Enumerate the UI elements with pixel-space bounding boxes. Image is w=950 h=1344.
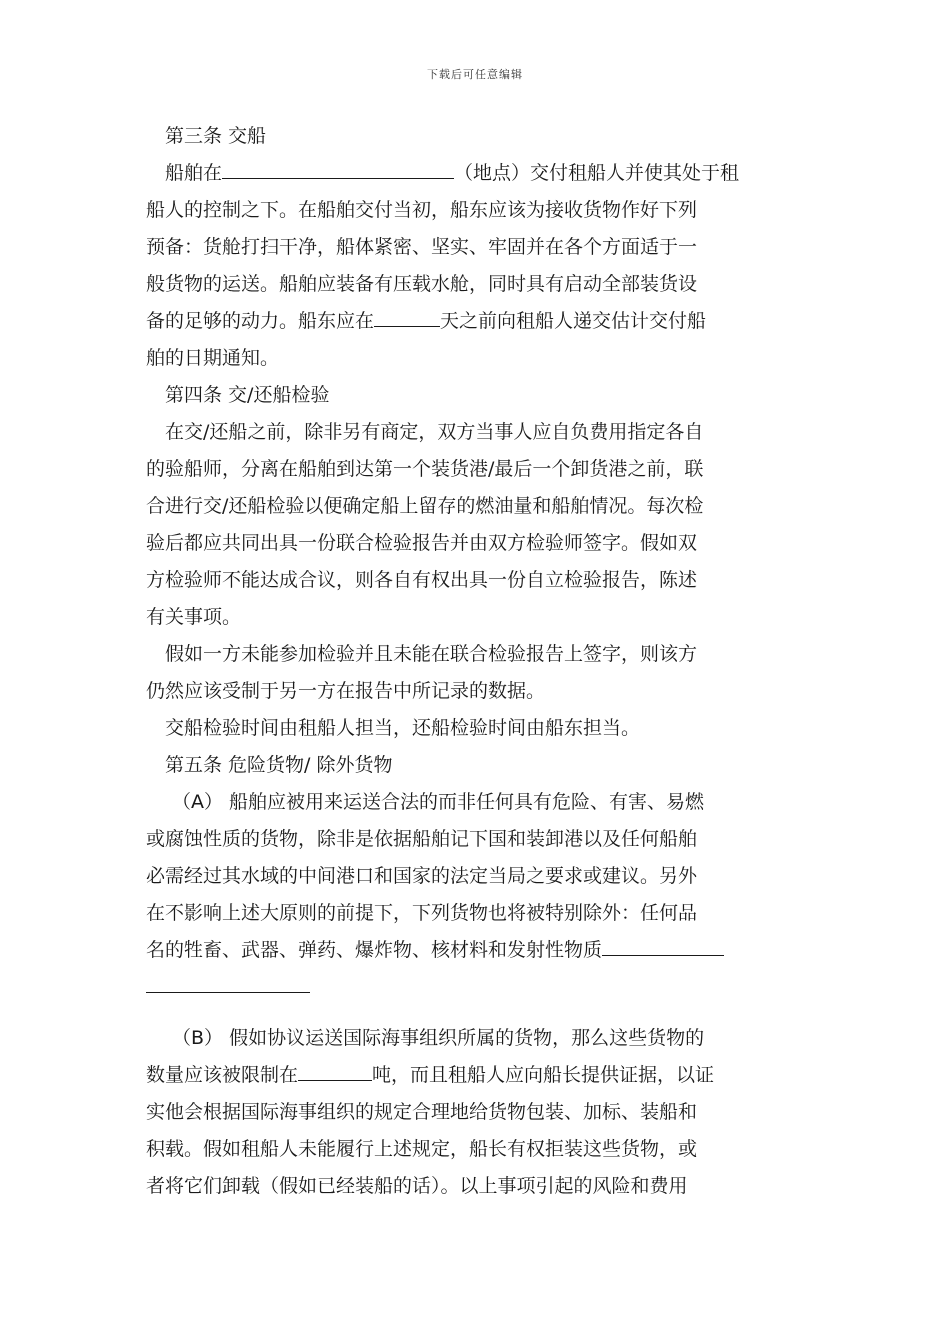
article-3-line: 预备：货舱打扫干净，船体紧密、坚实、牢固并在各个方面适于一 <box>146 236 698 258</box>
text-fragment: 数量应该被限制在 <box>146 1064 299 1086</box>
article-4-line: 交船检验时间由租船人担当，还船检验时间由船东担当。 <box>165 717 641 739</box>
article-5-b-line: 实他会根据国际海事组织的规定合理地给货物包装、加标、装船和 <box>146 1101 698 1123</box>
article-3-line: 舶的日期通知。 <box>146 347 280 369</box>
page-header: 下载后可任意编辑 <box>427 68 523 81</box>
article-5-a-line: 在不影响上述大原则的前提下，下列货物也将被特别除外：任何品 <box>146 902 698 924</box>
paragraph-gap <box>146 1006 808 1020</box>
text-fragment: 备的足够的动力。船东应在 <box>146 310 375 332</box>
article-3-line <box>146 155 808 192</box>
article-3-line <box>146 303 808 340</box>
text-fragment: （地点）交付租船人并使其处于租 <box>454 162 740 184</box>
article-4-line: 在交/还船之前，除非另有商定，双方当事人应自负费用指定各自 <box>165 421 704 443</box>
article-4-line: 有关事项。 <box>146 606 242 628</box>
article-4-line: 验后都应共同出具一份联合检验报告并由双方检验师签字。假如双 <box>146 532 698 554</box>
fill-in-blank-excluded-goods <box>602 933 724 956</box>
fill-in-blank-location <box>222 156 454 179</box>
article-4-line: 的验船师，分离在船舶到达第一个装货港/最后一个卸货港之前，联 <box>146 458 704 480</box>
text-fragment: 吨，而且租船人应向船长提供证据，以证 <box>372 1064 715 1086</box>
document-body <box>146 118 808 1205</box>
article-5-heading: 第五条 危险货物/ 除外货物 <box>165 754 393 776</box>
fill-in-blank-days <box>374 304 440 327</box>
text-fragment: 名的牲畜、武器、弹药、爆炸物、核材料和发射性物质 <box>146 939 603 961</box>
article-4-heading: 第四条 交/还船检验 <box>165 384 330 406</box>
article-5-a-line <box>146 969 808 1006</box>
article-5-b-line: 积载。假如租船人未能履行上述规定，船长有权拒装这些货物，或 <box>146 1138 698 1160</box>
article-5-b-line <box>146 1057 808 1094</box>
fill-in-blank-tonnage <box>298 1058 372 1081</box>
article-5-b-line: 者将它们卸载（假如已经装船的话）。以上事项引起的风险和费用 <box>146 1175 688 1197</box>
article-4-line: 方检验师不能达成合议，则各自有权出具一份自立检验报告，陈述 <box>146 569 698 591</box>
article-4-line: 假如一方未能参加检验并且未能在联合检验报告上签字，则该方 <box>165 643 698 665</box>
article-4-line: 合进行交/还船检验以便确定船上留存的燃油量和船舶情况。每次检 <box>146 495 704 517</box>
article-3-line: 船人的控制之下。在船舶交付当初，船东应该为接收货物作好下列 <box>146 199 698 221</box>
article-5-a-line: 或腐蚀性质的货物，除非是依据船舶记下国和装卸港以及任何船舶 <box>146 828 698 850</box>
article-3-line: 般货物的运送。船舶应装备有压载水舱，同时具有启动全部装货设 <box>146 273 698 295</box>
fill-in-blank-excluded-goods-cont <box>146 970 310 993</box>
text-fragment: 天之前向租船人递交估计交付船 <box>440 310 707 332</box>
article-5-b-line: （B） 假如协议运送国际海事组织所属的货物，那么这些货物的 <box>172 1027 705 1049</box>
article-4-line: 仍然应该受制于另一方在报告中所记录的数据。 <box>146 680 546 702</box>
article-5-a-line: （A） 船舶应被用来运送合法的而非任何具有危险、有害、易燃 <box>172 791 705 813</box>
article-3-heading: 第三条 交船 <box>165 125 267 147</box>
text-fragment: 船舶在 <box>165 162 223 184</box>
article-5-a-line: 必需经过其水域的中间港口和国家的法定当局之要求或建议。另外 <box>146 865 698 887</box>
article-5-a-line <box>146 932 808 969</box>
